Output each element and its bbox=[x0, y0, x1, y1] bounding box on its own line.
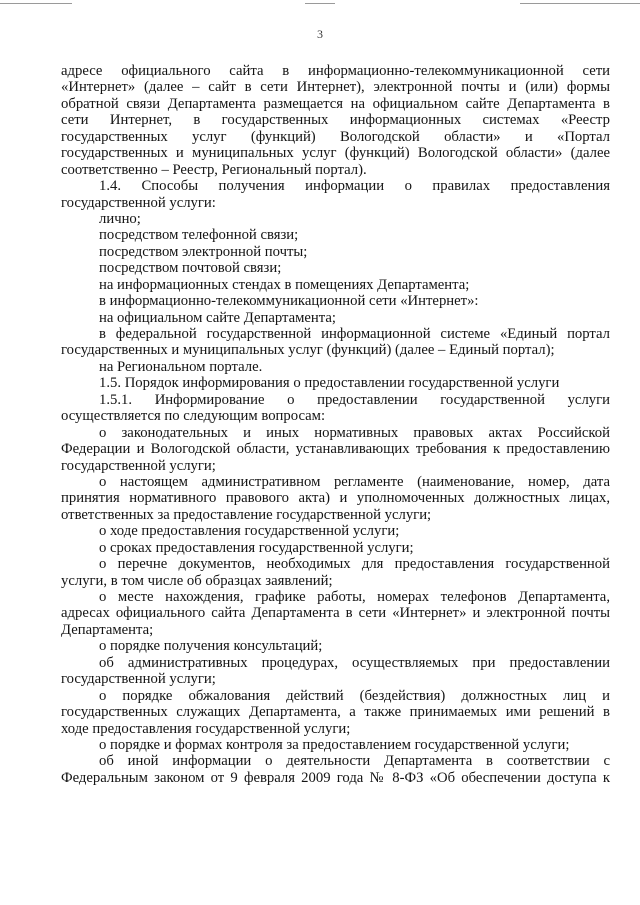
text-line: о месте нахождения, графике работы, номерах телефонов Департамента, bbox=[99, 589, 610, 605]
text-line: государственных служащих Департамента, а также принимаемых ими решений в bbox=[61, 704, 610, 721]
text-line: «Интернет» (далее – сайт в сети Интернет), электронной почты и (или) формы bbox=[61, 79, 610, 96]
text-line: ходе предоставления государственной услуги; bbox=[61, 720, 351, 737]
text-line: соответственно – Реестр, Региональный портал). bbox=[61, 161, 367, 178]
text-line: о законодательных и иных нормативных правовых актах Российской bbox=[99, 424, 610, 441]
text-line: сети Интернет, в государственных информационных системах «Реестр bbox=[61, 112, 610, 129]
text-line: об административных процедурах, осуществляемых при предоставлении bbox=[99, 654, 610, 671]
text-line: адресе официального сайта в информационно-телекоммуникационной сети bbox=[61, 63, 610, 79]
text-line: в информационно-телекоммуникационной сети «Интернет»: bbox=[99, 293, 479, 310]
text-line: государственной услуги: bbox=[61, 194, 216, 211]
text-line: на Региональном портале. bbox=[99, 358, 263, 375]
text-line: 1.5.1. Информирование о предоставлении государственной услуги bbox=[99, 391, 610, 408]
text-line: о перечне документов, необходимых для предоставления государственной bbox=[99, 556, 610, 573]
text-line: государственных услуг (функций) Вологодской области» и «Портал bbox=[61, 128, 610, 145]
text-line: о порядке получения консультаций; bbox=[99, 638, 323, 655]
scan-edge-marks bbox=[0, 3, 640, 6]
text-line: адресах официального сайта Департамента в сети «Интернет» и электронной почты bbox=[61, 605, 610, 622]
text-line: государственной услуги; bbox=[61, 671, 216, 688]
text-line: Федеральным законом от 9 февраля 2009 года № 8-ФЗ «Об обеспечении доступа к bbox=[61, 769, 610, 786]
text-line: посредством телефонной связи; bbox=[99, 227, 299, 244]
text-line: о ходе предоставления государственной услуги; bbox=[99, 523, 400, 540]
text-line: лично; bbox=[99, 210, 141, 227]
text-line: посредством почтовой связи; bbox=[99, 260, 282, 277]
text-line: ответственных за предоставление государственной услуги; bbox=[61, 506, 432, 523]
text-line: о порядке обжалования действий (бездействия) должностных лиц и bbox=[99, 687, 610, 704]
text-line: государственной услуги; bbox=[61, 457, 216, 474]
text-line: о порядке и формах контроля за предоставлением государственной услуги; bbox=[99, 736, 570, 753]
text-line: Федерации и Вологодской области, устанавливающих требования к предоставлению bbox=[61, 441, 610, 458]
text-line: посредством электронной почты; bbox=[99, 243, 308, 260]
body-text bbox=[61, 63, 610, 786]
text-line: государственных и муниципальных услуг (функций) (далее – Единый портал); bbox=[61, 342, 555, 359]
text-line: услуги, в том числе об образцах заявлений; bbox=[61, 572, 333, 589]
text-line: об иной информации о деятельности Департамента в соответствии с bbox=[99, 753, 610, 770]
text-line: 1.5. Порядок информирования о предоставлении государственной услуги bbox=[99, 375, 560, 392]
text-line: на официальном сайте Департамента; bbox=[99, 309, 336, 326]
text-line: о сроках предоставления государственной услуги; bbox=[99, 539, 414, 556]
text-line: на информационных стендах в помещениях Департамента; bbox=[99, 276, 470, 293]
text-line: в федеральной государственной информационной системе «Единый портал bbox=[99, 326, 610, 342]
text-line: государственных и муниципальных услуг (функций) Вологодской области» (далее bbox=[61, 145, 610, 162]
text-line: осуществляется по следующим вопросам: bbox=[61, 408, 326, 425]
text-line: о настоящем административном регламенте (наименование, номер, дата bbox=[99, 473, 610, 490]
text-line: принятия нормативного правового акта) и уполномоченных должностных лицах, bbox=[61, 490, 610, 507]
text-line: Департамента; bbox=[61, 621, 154, 638]
text-line: 1.4. Способы получения информации о правилах предоставления bbox=[99, 178, 610, 195]
page-number: 3 bbox=[317, 27, 323, 41]
text-line: обратной связи Департамента размещается на официальном сайте Департамента в bbox=[61, 95, 610, 112]
